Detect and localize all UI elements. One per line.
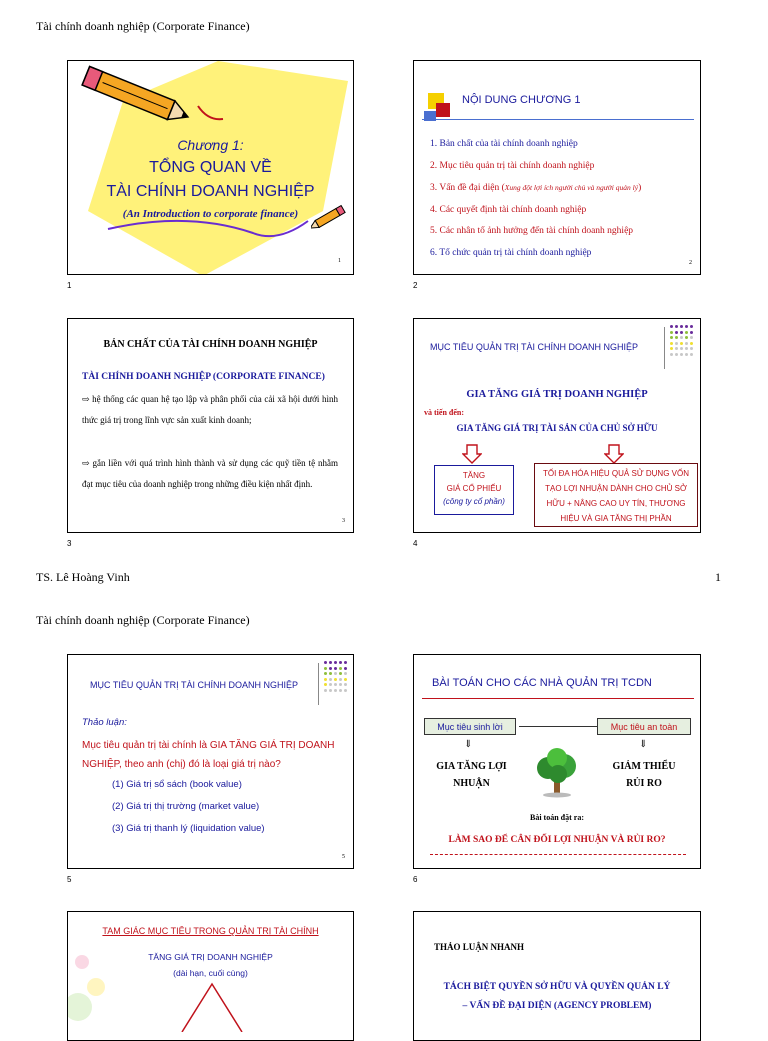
slide-7: [67, 911, 354, 1041]
slide-4-title: MỤC TIÊU QUẢN TRỊ TÀI CHÍNH DOANH NGHIỆP: [430, 342, 639, 352]
dot: [344, 672, 347, 675]
goal-triangle: [172, 982, 252, 1032]
stock-price-box: TĂNG GIÁ CỔ PHIẾU (công ty cổ phần): [434, 465, 514, 515]
option-market-value: (2) Giá trị thị trường (market value): [112, 801, 260, 812]
dot: [680, 331, 683, 334]
slide-6-title: BÀI TOÁN CHO CÁC NHÀ QUẢN TRỊ TCDN: [432, 677, 652, 689]
contents-item-2: 2. Mục tiêu quản trị tài chính doanh nghiệp: [430, 160, 595, 171]
slide-2-inner-number: 2: [689, 260, 692, 266]
slide-3-subtitle: TÀI CHÍNH DOANH NGHIỆP (CORPORATE FINANCE): [82, 372, 325, 382]
blue-rule: [422, 119, 694, 120]
dot: [675, 353, 678, 356]
slide-5-question: Mục tiêu quản trị tài chính là GIA TĂNG GIÁ TRỊ DOANH NGHIỆP, theo anh (chị) đó là loại giá trị nào?: [82, 740, 335, 770]
dot: [690, 347, 693, 350]
dot: [670, 336, 673, 339]
dot: [675, 336, 678, 339]
option-book-value: (1) Giá trị sổ sách (book value): [112, 779, 242, 790]
slide-8: [413, 911, 701, 1041]
slide-6-label: 6: [413, 875, 418, 884]
dot: [329, 667, 332, 670]
dot: [685, 331, 688, 334]
slide-6: [413, 654, 701, 869]
slide-3-title: BẢN CHẤT CỦA TÀI CHÍNH DOANH NGHIỆP: [103, 339, 318, 350]
slide-2-title: NỘI DUNG CHƯƠNG 1: [462, 94, 581, 106]
profit-goal-box: Mục tiêu sinh lời: [424, 718, 516, 735]
chapter-label: Chương 1:: [177, 137, 244, 153]
slide-5-divider: [318, 663, 319, 705]
slide-1-title-1: TỔNG QUAN VỀ: [149, 159, 272, 176]
slide-4: [413, 318, 701, 533]
dot: [334, 667, 337, 670]
slide-2: [413, 60, 701, 275]
page-number: 1: [715, 570, 721, 584]
dot: [329, 661, 332, 664]
dot: [690, 342, 693, 345]
slide-4-and: và tiến đến:: [424, 408, 464, 417]
dot: [344, 683, 347, 686]
tree-icon: [532, 748, 582, 798]
dot: [670, 353, 673, 356]
slide-2-label: 2: [413, 281, 418, 290]
down-arrow-icon: ⇓: [464, 739, 473, 750]
slide-3-paragraph-2: ⇨ gắn liền với quá trình hình thành và sử dụng các quỹ tiền tệ nhằm đạt mục tiêu của doanh nghiệp trong những điều kiện nhất định.: [82, 458, 338, 489]
slide-8-line-2: – VẤN ĐỀ ĐẠI DIỆN (AGENCY PROBLEM): [462, 1001, 652, 1011]
balance-question: LÀM SAO ĐỂ CÂN ĐỐI LỢI NHUẬN VÀ RỦI RO?: [448, 835, 666, 845]
dot: [675, 347, 678, 350]
contents-item-1: 1. Bản chất của tài chính doanh nghiệp: [430, 139, 578, 149]
slide-1-label: 1: [67, 281, 72, 290]
dot: [690, 353, 693, 356]
slide-3-label: 3: [67, 539, 72, 548]
dot: [339, 667, 342, 670]
option-liquidation-value: (3) Giá trị thanh lý (liquidation value): [112, 823, 265, 834]
dot: [685, 336, 688, 339]
slide-3-paragraph-1: ⇨ hệ thống các quan hệ tạo lập và phân phối của cải xã hội dưới hình thức giá trị trong lĩnh vực sản xuất kinh doanh;: [82, 394, 338, 425]
dot: [344, 678, 347, 681]
slide-3: [67, 318, 354, 533]
down-arrow-icon: [462, 444, 482, 464]
dot: [339, 683, 342, 686]
slide-1: [67, 60, 354, 275]
dot: [690, 325, 693, 328]
dot: [670, 331, 673, 334]
dot: [690, 331, 693, 334]
page-footer-author: TS. Lê Hoàng Vinh: [36, 570, 130, 584]
dot: [680, 347, 683, 350]
dot: [339, 672, 342, 675]
contents-item-4: 4. Các quyết định tài chính doanh nghiệp: [430, 204, 587, 215]
dot: [329, 678, 332, 681]
dot: [670, 342, 673, 345]
dot: [334, 661, 337, 664]
dot: [670, 325, 673, 328]
dot: [324, 667, 327, 670]
dot: [675, 331, 678, 334]
dot: [334, 683, 337, 686]
dot: [690, 336, 693, 339]
slide-7-top-goal: TĂNG GIÁ TRỊ DOANH NGHIỆP: [148, 952, 273, 962]
question-underline: [430, 854, 686, 855]
slide-6-arrow-line: [519, 726, 597, 727]
dot: [680, 336, 683, 339]
slide-1-subtitle: (An Introduction to corporate finance): [122, 208, 299, 220]
contents-item-5: 5. Các nhân tố ảnh hưởng đến tài chính doanh nghiệp: [430, 226, 634, 236]
slide-5-title: MỤC TIÊU QUẢN TRỊ TÀI CHÍNH DOANH NGHIỆP: [90, 680, 299, 690]
pencil-icon: [73, 63, 193, 133]
dot: [675, 325, 678, 328]
dot: [324, 672, 327, 675]
slide-7-top-goal-note: (dài hạn, cuối cùng): [173, 968, 248, 978]
slide-4-main: GIA TĂNG GIÁ TRỊ DOANH NGHIỆP: [466, 389, 648, 400]
contents-item-6: 6. Tổ chức quản trị tài chính doanh nghiệp: [430, 247, 592, 258]
slide-5-inner-number: 5: [342, 854, 345, 860]
dot: [339, 689, 342, 692]
dot: [680, 342, 683, 345]
dot: [344, 667, 347, 670]
slide-1-inner-number: 1: [338, 258, 341, 264]
red-square-decor: [436, 103, 450, 117]
dot: [339, 678, 342, 681]
dot: [329, 672, 332, 675]
slide-5: [67, 654, 354, 869]
dot: [329, 689, 332, 692]
contents-item-3: 3. Vấn đề đại diện (Xung đột lợi ích người chủ và người quản lý): [430, 183, 642, 193]
contents-list: [430, 134, 641, 264]
reduce-risk-label: GIẢM THIỂU RỦI RO: [612, 761, 676, 789]
dot: [334, 678, 337, 681]
increase-profit-label: GIA TĂNG LỢI NHUẬN: [436, 761, 507, 789]
slide-3-inner-number: 3: [342, 518, 345, 524]
dot: [344, 689, 347, 692]
dot: [329, 683, 332, 686]
slide-8-line-1: TÁCH BIỆT QUYỀN SỞ HỮU VÀ QUYỀN QUẢN LÝ: [443, 982, 671, 992]
dot: [685, 342, 688, 345]
discuss-label: Thảo luận:: [82, 717, 127, 728]
dot: [675, 342, 678, 345]
dot: [685, 353, 688, 356]
down-arrow-icon: [604, 444, 624, 464]
down-arrow-icon: ⇓: [639, 739, 648, 750]
slide-5-label: 5: [67, 875, 72, 884]
slide-4-divider: [664, 327, 665, 369]
dot: [339, 661, 342, 664]
efficiency-box: TỐI ĐA HÓA HIỆU QUẢ SỬ DỤNG VỐN TẠO LỢI NHUẬN DÀNH CHO CHỦ SỞ HỮU + NÂNG CAO UY TÍN, THƯƠNG HIỆU VÀ GIA TĂNG THỊ PHẦN: [534, 463, 698, 527]
dot-grid-decor: [670, 325, 690, 357]
dot: [680, 353, 683, 356]
slide-4-main-2: GIA TĂNG GIÁ TRỊ TÀI SẢN CỦA CHỦ SỞ HỮU: [456, 423, 658, 433]
page-header: Tài chính doanh nghiệp (Corporate Finance): [36, 19, 250, 33]
dot: [670, 347, 673, 350]
slide-7-title: TAM GIÁC MỤC TIÊU TRONG QUẢN TRỊ TÀI CHÍNH: [102, 926, 319, 936]
dot: [344, 661, 347, 664]
dot: [334, 672, 337, 675]
dot: [324, 683, 327, 686]
dot: [324, 661, 327, 664]
balloons-decor: [68, 932, 108, 1041]
safety-goal-box: Mục tiêu an toàn: [597, 718, 691, 735]
dot: [685, 347, 688, 350]
dot: [685, 325, 688, 328]
dot: [680, 325, 683, 328]
slide-6-rule: [422, 698, 694, 699]
dot-grid-decor: [324, 661, 344, 693]
dot: [324, 689, 327, 692]
slide-4-label: 4: [413, 539, 418, 548]
dot: [334, 689, 337, 692]
slide-1-title-2: TÀI CHÍNH DOANH NGHIỆP: [106, 183, 315, 200]
slide-8-title: THẢO LUẬN NHANH: [434, 942, 525, 952]
page-header-2: Tài chính doanh nghiệp (Corporate Finance): [36, 613, 250, 627]
problem-label: Bài toán đặt ra:: [530, 813, 584, 822]
dot: [324, 678, 327, 681]
